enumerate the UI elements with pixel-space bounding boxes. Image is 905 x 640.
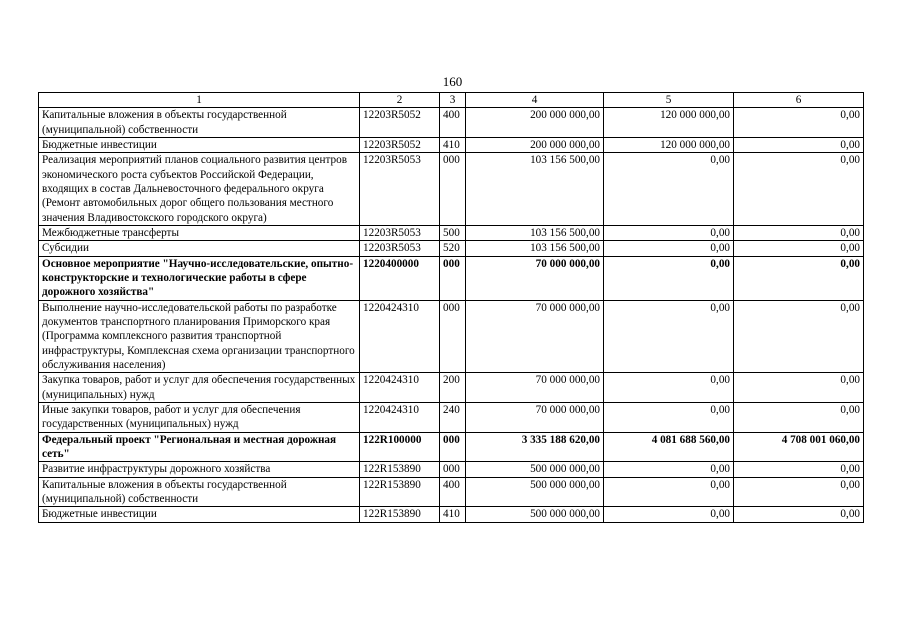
- row-value-col6: 4 708 001 060,00: [734, 432, 864, 462]
- row-value-col4: 200 000 000,00: [466, 137, 604, 152]
- row-code-cell: 122R153890: [360, 507, 440, 522]
- row-code-cell: 1220400000: [360, 256, 440, 300]
- column-header-6: 6: [734, 93, 864, 108]
- row-kvr-cell: 400: [440, 477, 466, 507]
- row-code-cell: 12203R5053: [360, 153, 440, 226]
- row-kvr-cell: 000: [440, 462, 466, 477]
- row-value-col4: 200 000 000,00: [466, 108, 604, 138]
- row-kvr-cell: 000: [440, 153, 466, 226]
- table-header-row: [39, 93, 864, 108]
- row-code-cell: 12203R5053: [360, 241, 440, 256]
- row-name-cell: Закупка товаров, работ и услуг для обеспечения государственных (муниципальных) нужд: [39, 373, 360, 403]
- row-name-cell: Федеральный проект "Региональная и местная дорожная сеть": [39, 432, 360, 462]
- table-row: [39, 462, 864, 477]
- column-header-4: 4: [466, 93, 604, 108]
- table-row: [39, 225, 864, 240]
- row-kvr-cell: 200: [440, 373, 466, 403]
- row-code-cell: 122R100000: [360, 432, 440, 462]
- table-row: [39, 477, 864, 507]
- row-name-cell: Субсидии: [39, 241, 360, 256]
- row-name-cell: Бюджетные инвестиции: [39, 137, 360, 152]
- row-kvr-cell: 410: [440, 137, 466, 152]
- row-kvr-cell: 000: [440, 432, 466, 462]
- column-header-3: 3: [440, 93, 466, 108]
- row-value-col4: 70 000 000,00: [466, 300, 604, 373]
- row-value-col4: 103 156 500,00: [466, 153, 604, 226]
- column-header-5: 5: [604, 93, 734, 108]
- row-name-cell: Бюджетные инвестиции: [39, 507, 360, 522]
- table-row: [39, 300, 864, 373]
- row-value-col4: 103 156 500,00: [466, 225, 604, 240]
- row-value-col5: 0,00: [604, 225, 734, 240]
- table-body: [39, 108, 864, 522]
- row-value-col6: 0,00: [734, 507, 864, 522]
- table-row: [39, 373, 864, 403]
- row-value-col6: 0,00: [734, 256, 864, 300]
- row-value-col5: 0,00: [604, 402, 734, 432]
- row-code-cell: 12203R5052: [360, 137, 440, 152]
- row-value-col6: 0,00: [734, 402, 864, 432]
- row-value-col6: 0,00: [734, 462, 864, 477]
- row-value-col6: 0,00: [734, 153, 864, 226]
- row-kvr-cell: 240: [440, 402, 466, 432]
- row-value-col4: 70 000 000,00: [466, 402, 604, 432]
- row-value-col5: 120 000 000,00: [604, 108, 734, 138]
- row-value-col6: 0,00: [734, 241, 864, 256]
- table-row: [39, 153, 864, 226]
- row-code-cell: 1220424310: [360, 373, 440, 403]
- row-name-cell: Основное мероприятие "Научно-исследовательские, опытно-конструкторские и технологические работы в сфере дорожного хозяйства": [39, 256, 360, 300]
- row-kvr-cell: 400: [440, 108, 466, 138]
- row-name-cell: Межбюджетные трансферты: [39, 225, 360, 240]
- row-code-cell: 122R153890: [360, 462, 440, 477]
- budget-table: [38, 92, 864, 523]
- row-code-cell: 122R153890: [360, 477, 440, 507]
- row-value-col4: 70 000 000,00: [466, 256, 604, 300]
- row-kvr-cell: 410: [440, 507, 466, 522]
- row-value-col5: 120 000 000,00: [604, 137, 734, 152]
- row-value-col5: 0,00: [604, 373, 734, 403]
- row-value-col5: 0,00: [604, 241, 734, 256]
- row-value-col4: 500 000 000,00: [466, 507, 604, 522]
- table-row: [39, 137, 864, 152]
- row-name-cell: Капитальные вложения в объекты государственной (муниципальной) собственности: [39, 477, 360, 507]
- table-row: [39, 432, 864, 462]
- row-kvr-cell: 000: [440, 256, 466, 300]
- row-kvr-cell: 500: [440, 225, 466, 240]
- row-name-cell: Реализация мероприятий планов социального развития центров экономического роста субъектов Российской Федерации, входящих в состав Дальневосточного федерального округа (Ремонт автомобильных дорог общего пользования местного значения Владивостокского городского округа): [39, 153, 360, 226]
- row-value-col4: 3 335 188 620,00: [466, 432, 604, 462]
- row-value-col6: 0,00: [734, 477, 864, 507]
- row-name-cell: Развитие инфраструктуры дорожного хозяйства: [39, 462, 360, 477]
- row-value-col4: 103 156 500,00: [466, 241, 604, 256]
- row-value-col5: 0,00: [604, 256, 734, 300]
- row-value-col5: 0,00: [604, 507, 734, 522]
- row-name-cell: Капитальные вложения в объекты государственной (муниципальной) собственности: [39, 108, 360, 138]
- row-value-col5: 4 081 688 560,00: [604, 432, 734, 462]
- row-code-cell: 12203R5053: [360, 225, 440, 240]
- table-row: [39, 507, 864, 522]
- row-name-cell: Выполнение научно-исследовательской работы по разработке документов транспортного планирования Приморского края (Программа комплексного развития транспортной инфраструктуры, Комплексная схема организации транспортного обслуживания населения): [39, 300, 360, 373]
- row-name-cell: Иные закупки товаров, работ и услуг для обеспечения государственных (муниципальных) нужд: [39, 402, 360, 432]
- row-code-cell: 1220424310: [360, 402, 440, 432]
- row-kvr-cell: 000: [440, 300, 466, 373]
- row-value-col6: 0,00: [734, 137, 864, 152]
- row-value-col6: 0,00: [734, 373, 864, 403]
- row-value-col6: 0,00: [734, 108, 864, 138]
- row-value-col5: 0,00: [604, 153, 734, 226]
- row-value-col5: 0,00: [604, 462, 734, 477]
- table-row: [39, 241, 864, 256]
- page-number: 160: [442, 74, 463, 89]
- row-value-col4: 500 000 000,00: [466, 477, 604, 507]
- table-row: [39, 402, 864, 432]
- row-code-cell: 1220424310: [360, 300, 440, 373]
- row-code-cell: 12203R5052: [360, 108, 440, 138]
- column-header-2: 2: [360, 93, 440, 108]
- table-row: [39, 256, 864, 300]
- row-value-col6: 0,00: [734, 300, 864, 373]
- column-header-1: 1: [39, 93, 360, 108]
- row-value-col5: 0,00: [604, 300, 734, 373]
- table-row: [39, 108, 864, 138]
- row-value-col6: 0,00: [734, 225, 864, 240]
- row-value-col4: 500 000 000,00: [466, 462, 604, 477]
- row-kvr-cell: 520: [440, 241, 466, 256]
- row-value-col5: 0,00: [604, 477, 734, 507]
- row-value-col4: 70 000 000,00: [466, 373, 604, 403]
